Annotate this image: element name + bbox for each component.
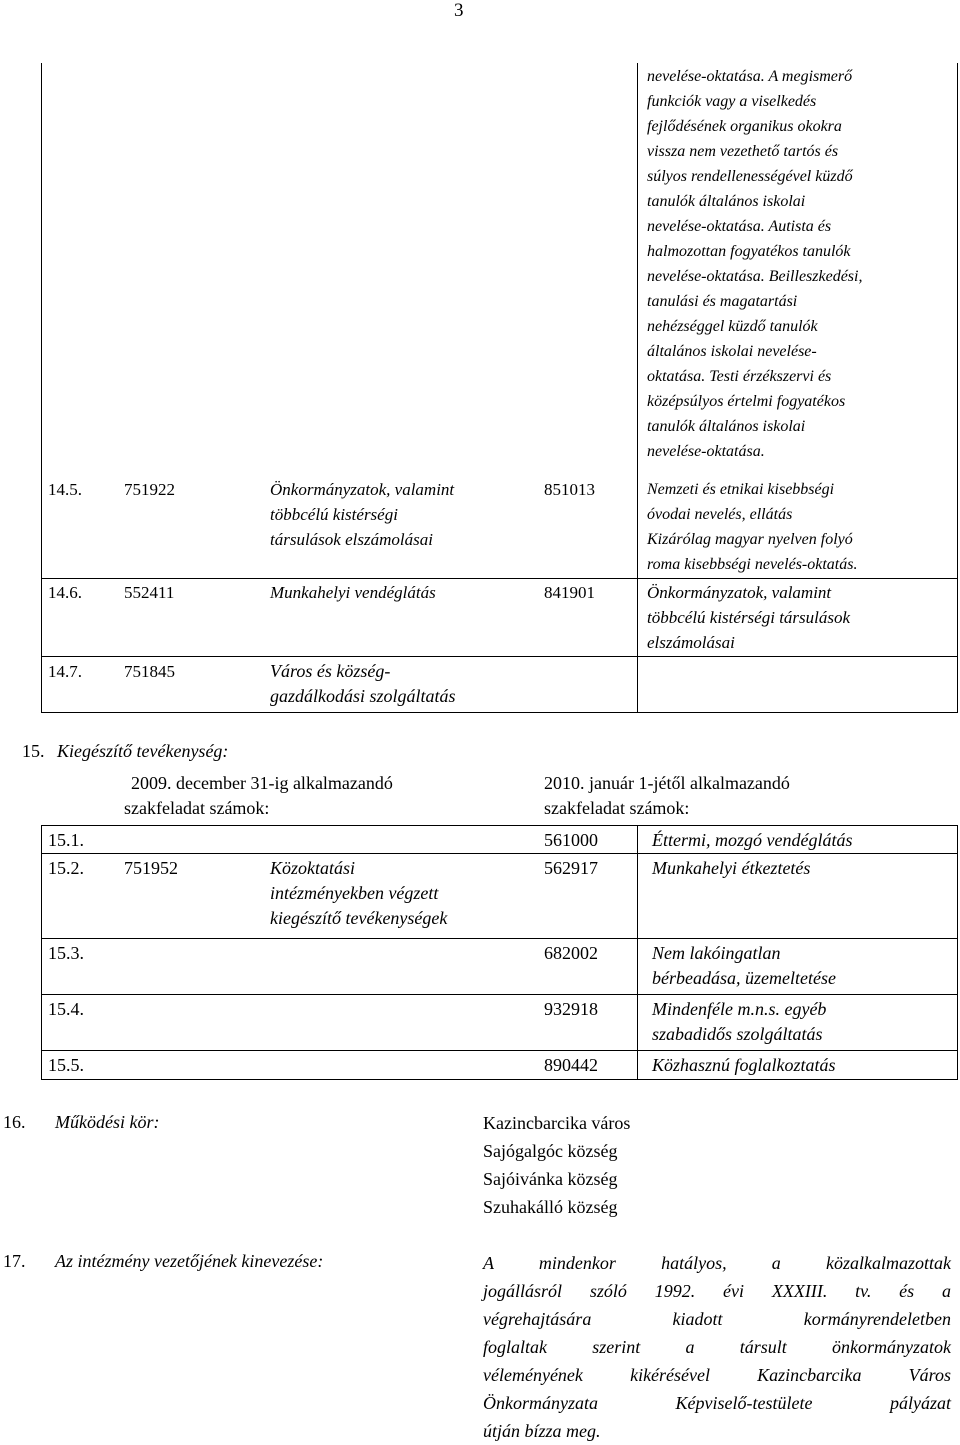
- list-item: Sajóivánka község: [483, 1169, 618, 1189]
- row-number: 15.1.: [48, 830, 84, 850]
- list-item: Kazincbarcika város: [483, 1113, 631, 1133]
- new-codes-header: 2010. január 1-jétől alkalmazandó szakfeladat számok:: [544, 773, 790, 818]
- table-border: [41, 825, 42, 1080]
- section-title: Működési kör:: [55, 1112, 160, 1132]
- old-name: Önkormányzatok, valamint többcélú kistérségi társulások elszámolásai: [270, 480, 455, 549]
- table-border: [41, 994, 958, 995]
- old-name: Munkahelyi vendéglátás: [270, 583, 436, 602]
- appointment-text: A mindenkor hatályos, a közalkalmazottak jogállásról szóló 1992. évi XXXIII. tv. és a végrehajtására kiadott kormányrendeletben foglaltak szerint a társult önkormányzatok véleményének kikérésével Kazincbarcika Város Önkormányzata Képviselő-testülete pályázat útján bízza meg.: [483, 1253, 951, 1441]
- new-code: 682002: [544, 943, 598, 963]
- section-number: 17.: [3, 1251, 26, 1271]
- row-number: 15.2.: [48, 858, 84, 878]
- new-name: Munkahelyi étkeztetés: [652, 858, 811, 878]
- old-code: 751845: [124, 662, 175, 681]
- new-name: Nemzeti és etnikai kisebbségi óvodai nevelés, ellátás Kizárólag magyar nyelven folyó roma kisebbségi nevelés-oktatás.: [647, 481, 858, 573]
- old-code: 751952: [124, 858, 178, 878]
- table-border: [41, 1079, 958, 1080]
- row-number: 15.4.: [48, 999, 84, 1019]
- new-code: 890442: [544, 1055, 598, 1075]
- table-border: [41, 656, 958, 657]
- new-code: 932918: [544, 999, 598, 1019]
- old-name: Közoktatási intézményekben végzett kiegészítő tevékenységek: [270, 858, 448, 928]
- row-number: 15.3.: [48, 943, 84, 963]
- continued-description: nevelése-oktatása. A megismerő funkciók vagy a viselkedés fejlődésének organikus okokra vissza nem vezethető tartós és súlyos rendellenességével küzdő tanulók általános iskolai nevelése-oktatása. Autista és halmozottan fogyatékos tanulók nevelése-oktatása. Beilleszkedési, tanulási és magatartási nehézséggel küzdő tanulók általános iskolai nevelése- oktatása. Testi érzékszervi és középsúlyos értelmi fogyatékos tanulók általános iskolai nevelése-oktatása.: [647, 68, 863, 460]
- table-border: [957, 825, 958, 1080]
- section-number: 15.: [22, 741, 45, 761]
- table-border: [41, 825, 958, 826]
- table-border: [41, 578, 958, 579]
- table-border: [41, 938, 958, 939]
- old-name: Város és község- gazdálkodási szolgáltatás: [270, 661, 456, 706]
- old-code: 751922: [124, 480, 175, 499]
- old-codes-header: 2009. december 31-ig alkalmazandó szakfeladat számok:: [124, 773, 393, 818]
- table-border: [637, 63, 638, 713]
- table-border: [637, 825, 638, 1080]
- new-name: Nem lakóingatlan bérbeadása, üzemeltetése: [652, 943, 836, 988]
- municipality-list: [483, 1109, 630, 1221]
- new-name: Éttermi, mozgó vendéglátás: [652, 830, 853, 850]
- table-border: [41, 712, 958, 713]
- table-border: [41, 853, 958, 854]
- new-code: 841901: [544, 583, 595, 602]
- section-title: Kiegészítő tevékenység:: [57, 741, 229, 761]
- new-code: 562917: [544, 858, 598, 878]
- table-border: [41, 1050, 958, 1051]
- section-title: Az intézmény vezetőjének kinevezése:: [55, 1251, 324, 1271]
- section-number: 16.: [3, 1112, 26, 1132]
- table-border: [957, 63, 958, 713]
- new-code: 561000: [544, 830, 598, 850]
- old-code: 552411: [124, 583, 175, 602]
- table-border: [41, 63, 42, 713]
- row-number: 15.5.: [48, 1055, 84, 1075]
- new-name: Önkormányzatok, valamint többcélú kistérségi társulások elszámolásai: [647, 583, 851, 652]
- row-number: 14.6.: [48, 583, 82, 602]
- new-code: 851013: [544, 480, 595, 499]
- row-number: 14.5.: [48, 480, 82, 499]
- new-name: Közhasznú foglalkoztatás: [652, 1055, 836, 1075]
- list-item: Szuhakálló község: [483, 1197, 618, 1217]
- row-number: 14.7.: [48, 662, 82, 681]
- page-number: 3: [454, 0, 464, 21]
- new-name: Mindenféle m.n.s. egyéb szabadidős szolgáltatás: [652, 999, 827, 1044]
- list-item: Sajógalgóc község: [483, 1141, 618, 1161]
